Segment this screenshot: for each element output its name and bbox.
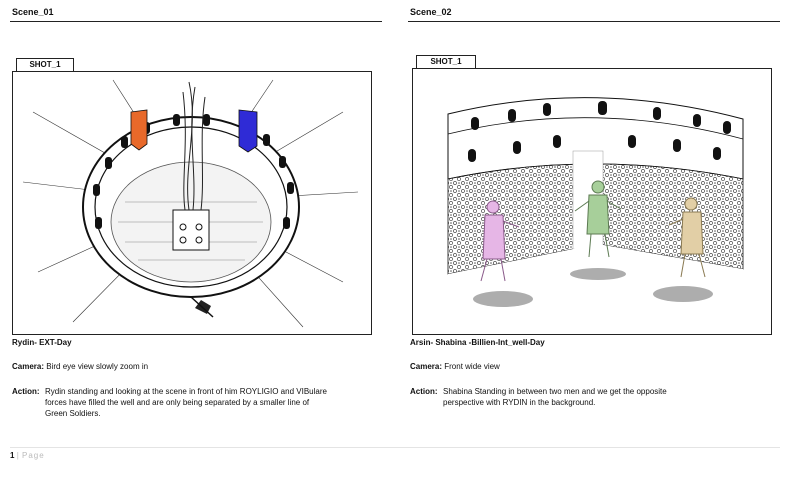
scene-2-camera (410, 361, 500, 372)
page-separator: | (16, 451, 20, 460)
footer-divider (10, 447, 780, 448)
scene-1-camera-label: Camera: (12, 362, 45, 371)
scene-2-heading: Arsin- Shabina -Billien-Int_well-Day (410, 338, 545, 347)
scene-1-action-line: forces have filled the well and are only being separated by a smaller line of (45, 398, 310, 407)
well-interior-sketch (413, 69, 771, 334)
scene-2-action (410, 386, 780, 412)
blue-banner (239, 110, 257, 152)
scene-1-action (12, 386, 382, 422)
page-number: 1 (10, 451, 15, 460)
scene-2-divider (408, 21, 780, 22)
scene-1-heading: Rydin- EXT-Day (12, 338, 72, 347)
scene-2-action-line: Shabina Standing in between two men and we get the opposite (443, 387, 667, 396)
scene-2-shot-frame (412, 68, 772, 335)
scene-2-camera-label: Camera: (410, 362, 443, 371)
scene-2-camera-text: Front wide view (444, 362, 500, 371)
scene-1-action-text (45, 386, 327, 419)
scene-1-action-label: Action: (12, 387, 40, 396)
scene-1-shot-label: SHOT_1 (16, 58, 74, 71)
page-word: Page (22, 451, 45, 460)
scene-2-action-text (443, 386, 667, 408)
scene-1-camera-text: Bird eye view slowly zoom in (46, 362, 149, 371)
scene-1-divider (10, 21, 382, 22)
scene-2-action-label: Action: (410, 387, 438, 396)
scene-2-action-line: perspective with RYDIN in the background. (443, 398, 596, 407)
scene-2-shot-label: SHOT_1 (416, 55, 476, 68)
arena-bird-eye-sketch (13, 72, 371, 334)
scene-1-shot-frame (12, 71, 372, 335)
scene-1-title: Scene_01 (12, 7, 54, 17)
scene-1-action-line: Rydin standing and looking at the scene in front of him ROYLIGIO and VIBulare (45, 387, 327, 396)
page-footer (10, 451, 45, 460)
scene-2-title: Scene_02 (410, 7, 452, 17)
orange-banner (131, 110, 147, 150)
scene-1-camera (12, 361, 148, 372)
scene-1-action-line: Green Soldiers. (45, 409, 101, 418)
